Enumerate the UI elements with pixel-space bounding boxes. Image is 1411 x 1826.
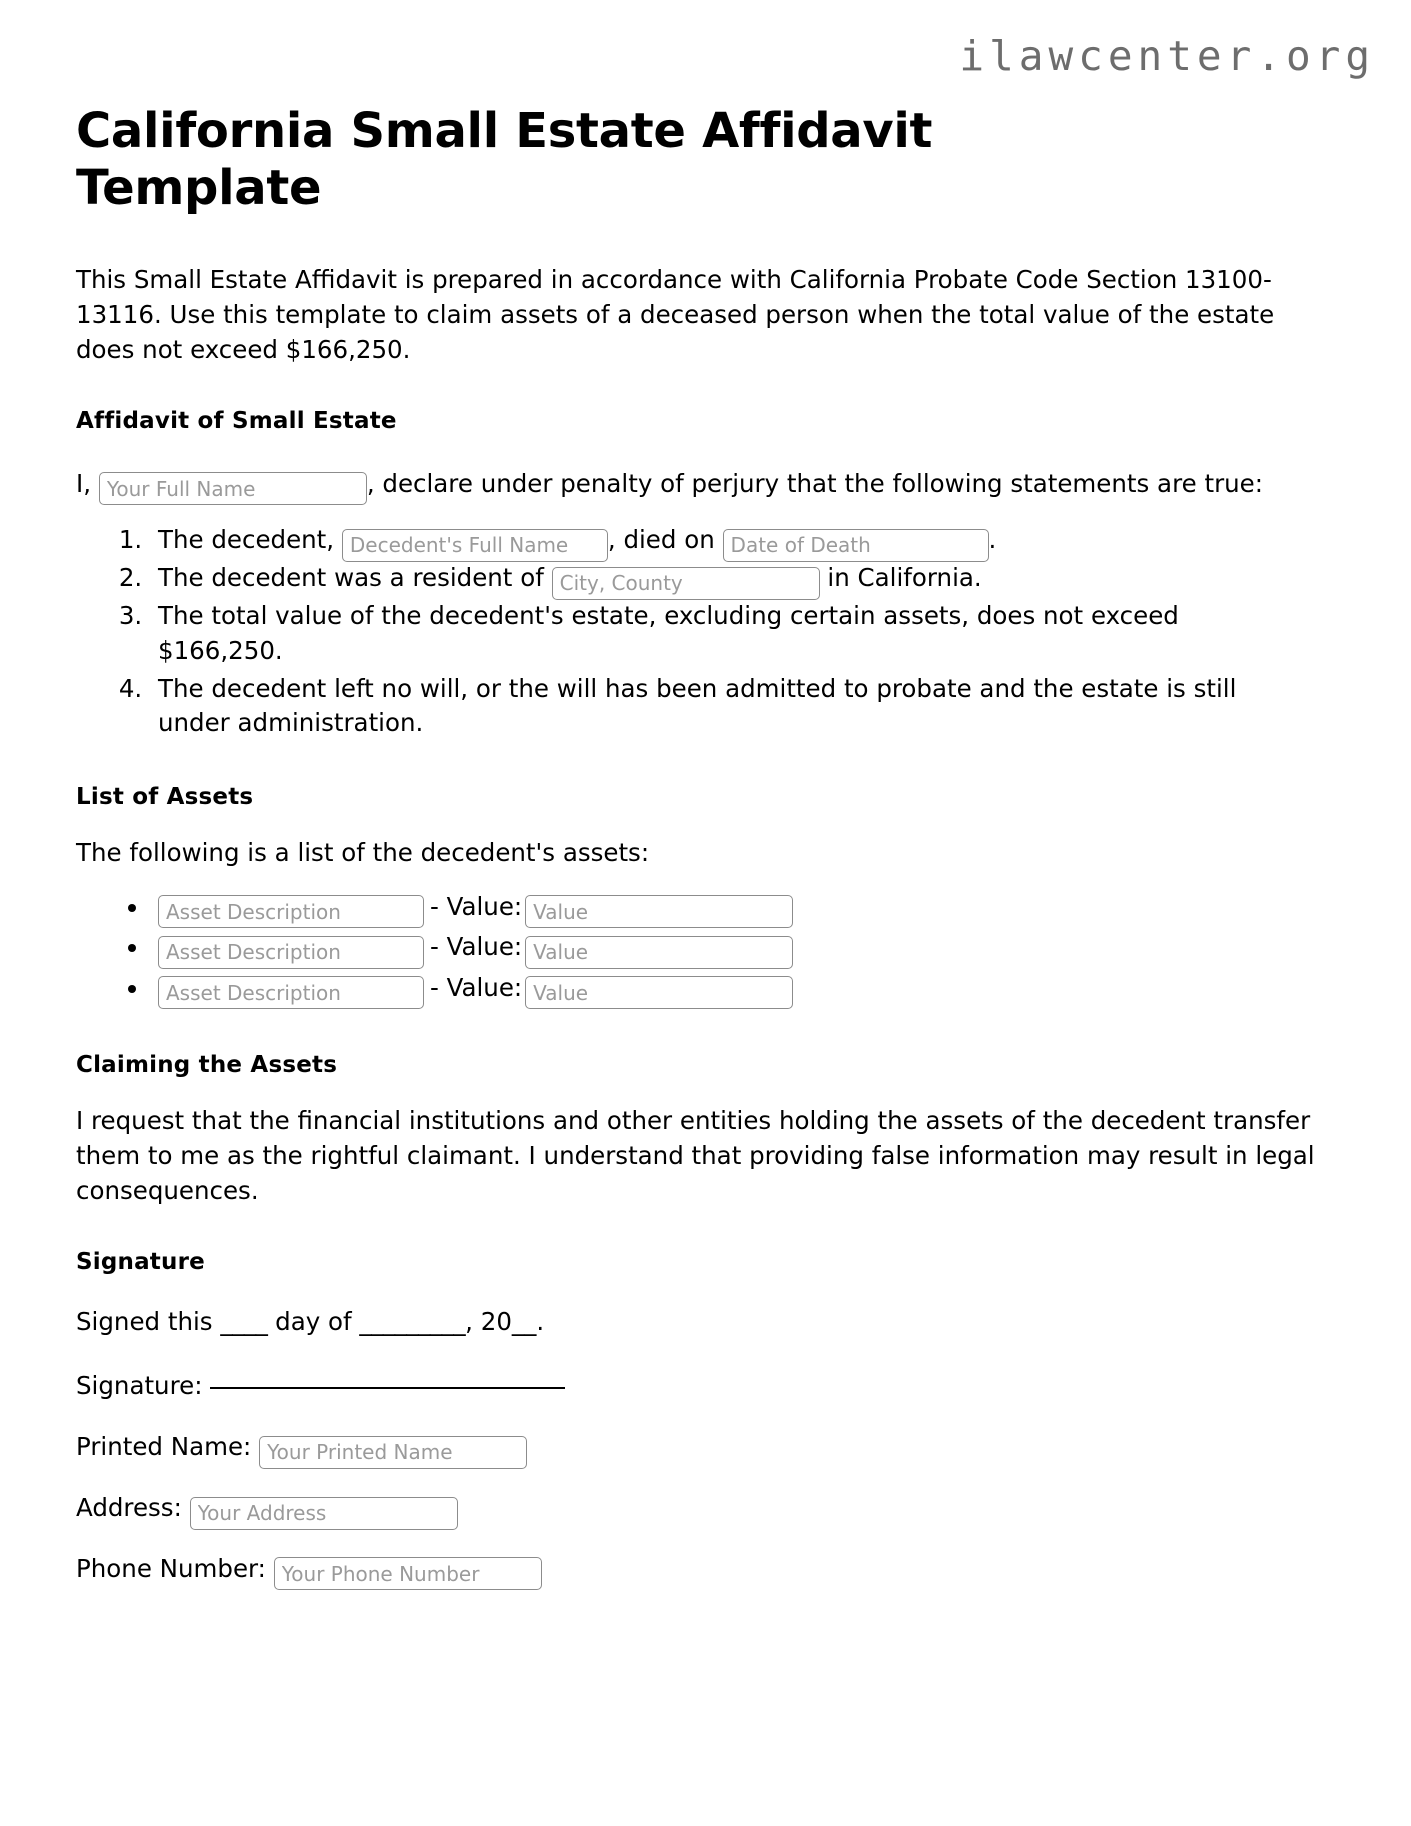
asset-value-label-1: - Value: [430,891,523,921]
address-label: Address: [76,1493,182,1523]
claim-1-text-3: . [988,525,997,555]
city-county-input[interactable] [552,567,820,600]
claim-item-1 [150,523,1298,558]
assets-list [76,871,1338,1006]
signed-mid-text: day of [275,1306,352,1336]
address-row [76,1465,1338,1526]
claim-item-2 [150,561,1298,596]
signed-date-line [76,1275,1338,1340]
asset-value-input-1[interactable] [525,895,793,928]
asset-value-input-3[interactable] [525,976,793,1009]
page-title: California Small Estate Affidavit Template [76,103,933,216]
heading-claiming-the-assets: Claiming the Assets [76,1052,338,1079]
heading-signature: Signature [76,1248,205,1275]
declare-suffix-text: , declare under penalty of perjury that the following statements are true: [366,468,1264,498]
signature-rule[interactable] [210,1386,565,1389]
claim-item-3: 3. The total value of the decedent's estate, excluding certain assets, does not exceed $166,250. [150,599,1298,669]
address-input[interactable] [190,1497,458,1530]
decedent-name-input[interactable] [342,529,608,562]
asset-description-input-3[interactable] [158,976,424,1009]
asset-value-label-2: - Value: [430,932,523,962]
month-blank: _________ [359,1306,466,1336]
asset-description-input-1[interactable] [158,895,424,928]
signed-prefix-text: Signed this [76,1306,213,1336]
printed-name-row [76,1404,1338,1465]
claim-1-text-1: The decedent, [158,525,335,555]
heading-affidavit-of-small-estate: Affidavit of Small Estate [76,407,397,434]
signature-line-row [76,1339,1338,1404]
claim-item-4: 4. The decedent left no will, or the will has been admitted to probate and the estate is still under administration. [150,672,1298,742]
printed-name-label: Printed Name: [76,1432,252,1462]
declare-prefix-text: I, [76,468,92,498]
heading-list-of-assets: List of Assets [76,784,254,811]
date-of-death-input[interactable] [723,529,989,562]
document-content [76,0,1338,1587]
asset-row-3 [150,972,1338,1006]
asset-row-1 [150,891,1338,925]
signature-label: Signature: [76,1371,203,1401]
phone-row [76,1526,1338,1587]
claim-2-text-2: in California. [827,563,982,593]
printed-name-input[interactable] [259,1436,527,1469]
signed-suffix-text: , 20__. [465,1306,545,1336]
day-blank: ____ [220,1306,268,1336]
phone-input[interactable] [274,1557,542,1590]
site-watermark: ilawcenter.org [959,32,1375,80]
asset-row-2 [150,931,1338,965]
claim-1-text-2: , died on [607,525,715,555]
claims-list [76,501,1338,741]
assets-intro-paragraph: The following is a list of the decedent's assets: [76,838,650,868]
intro-paragraph: This Small Estate Affidavit is prepared in accordance with California Probate Code Section 13100-13116. Use this template to claim assets of a deceased person when the total value of the estate does not exceed $166,250. [76,265,1275,364]
asset-value-input-2[interactable] [525,936,793,969]
claim-2-text-1: The decedent was a resident of [158,563,544,593]
full-name-input[interactable] [99,472,367,505]
claiming-paragraph: I request that the financial institutions and other entities holding the assets of the decedent transfer them to me as the rightful claimant. I understand that providing false information may result in legal consequences. [76,1106,1315,1205]
asset-description-input-2[interactable] [158,936,424,969]
phone-label: Phone Number: [76,1553,266,1583]
asset-value-label-3: - Value: [430,972,523,1002]
declaration-line [76,434,1326,502]
